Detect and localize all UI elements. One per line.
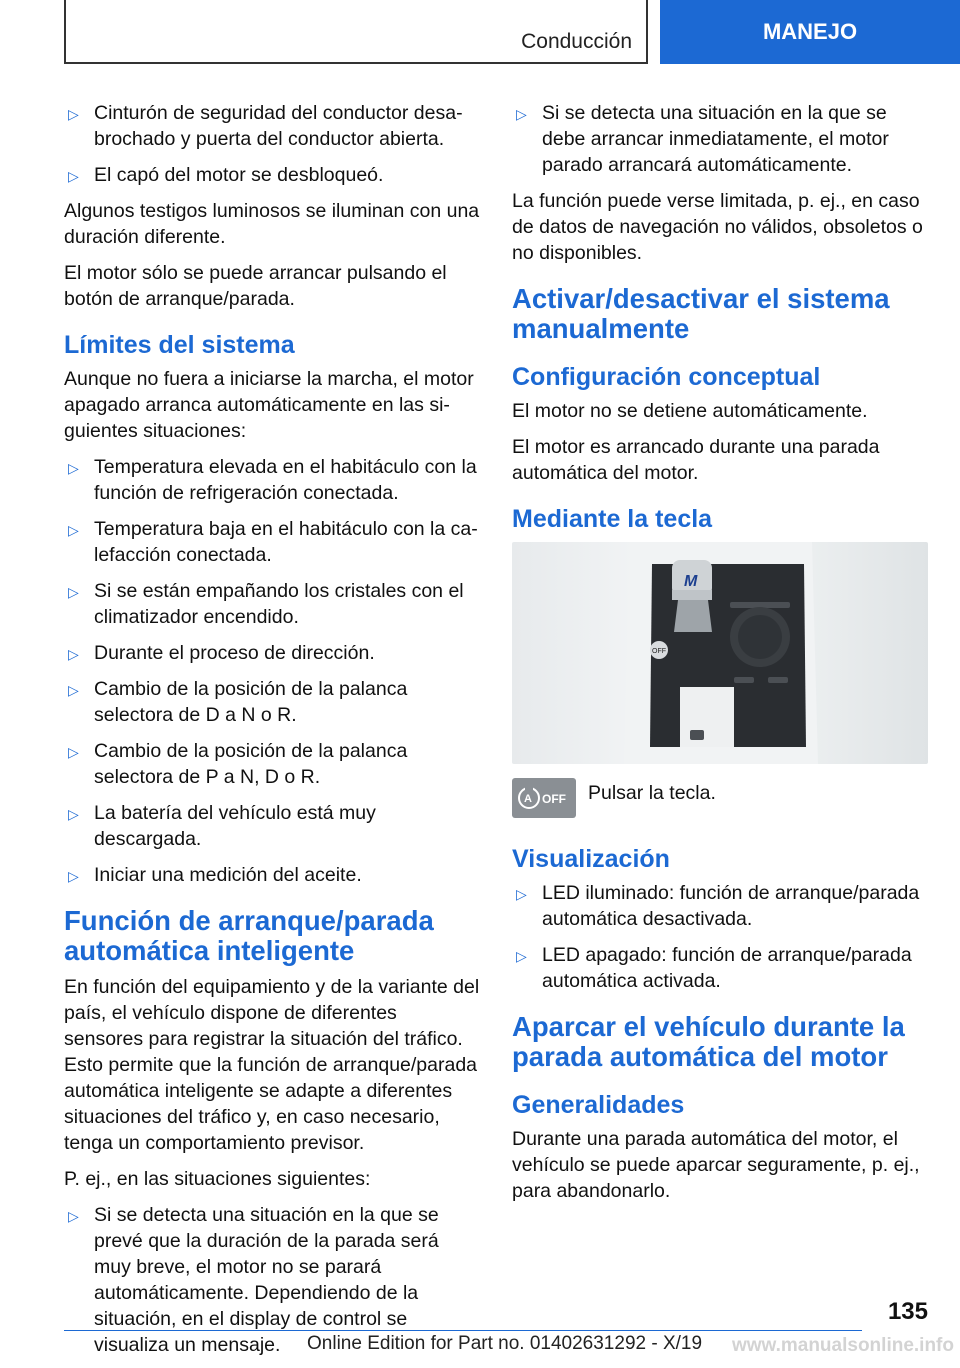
list-item: ▷ El capó del motor se desbloqueó. xyxy=(64,162,480,188)
paragraph: Algunos testigos luminosos se iluminan con una duración diferente. xyxy=(64,200,480,248)
triangle-bullet-icon: ▷ xyxy=(68,168,79,184)
press-instruction: Pulsar la tecla. xyxy=(588,782,716,804)
button-instruction xyxy=(512,778,928,818)
heading-general: Generalidades xyxy=(512,1091,685,1119)
list-item: ▷ Durante el proceso de dirección. xyxy=(64,640,480,666)
watermark: www.manualsonline.info xyxy=(731,1335,954,1356)
list-item: ▷ Cinturón de seguridad del conductor desabrochado y puerta del conductor abierta. xyxy=(68,102,463,150)
triangle-bullet-icon: ▷ xyxy=(68,584,79,600)
heading-tecla: Mediante la tecla xyxy=(512,505,713,533)
heading-activar: Activar/desactivar el sistema manualmente xyxy=(512,283,890,344)
triangle-bullet-icon: ▷ xyxy=(516,886,527,902)
left-bullets-limites xyxy=(64,454,480,888)
paragraph: Aunque no fuera a iniciarse la marcha, el motor apagado arranca automáticamente en las siguientes situaciones: xyxy=(64,368,474,442)
center-console-photo xyxy=(512,542,928,764)
header-section-title: Conducción xyxy=(521,30,632,53)
list-item: ▷ Temperatura baja en el habitáculo con la calefacción conectada. xyxy=(68,518,478,566)
paragraph: El motor no se detiene automáticamente. xyxy=(512,400,868,422)
left-column xyxy=(64,100,480,1368)
triangle-bullet-icon: ▷ xyxy=(68,522,79,538)
triangle-bullet-icon: ▷ xyxy=(68,1208,79,1224)
list-item: ▷ Cambio de la posición de la palanca selectora de P a N, D o R. xyxy=(68,740,408,788)
svg-text:A: A xyxy=(524,793,532,805)
list-item: ▷ Temperatura elevada en el habitáculo con la función de refrigeración conectada. xyxy=(68,456,477,504)
triangle-bullet-icon: ▷ xyxy=(68,744,79,760)
left-bullets-top xyxy=(64,100,480,188)
triangle-bullet-icon: ▷ xyxy=(68,682,79,698)
page-number: 135 xyxy=(887,1298,928,1325)
right-column xyxy=(512,100,928,1214)
auto-start-stop-off-icon xyxy=(512,778,576,818)
m-logo: M xyxy=(684,573,698,590)
auto-off-label: OFF xyxy=(652,648,666,655)
svg-text:OFF: OFF xyxy=(542,792,566,806)
triangle-bullet-icon: ▷ xyxy=(68,806,79,822)
list-item: ▷ Iniciar una medición del aceite. xyxy=(64,862,480,888)
right-bullets-top xyxy=(512,100,928,178)
triangle-bullet-icon: ▷ xyxy=(68,106,79,122)
heading-limites: Límites del sistema xyxy=(64,331,295,359)
heading-funcion: Función de arranque/parada automática inteligente xyxy=(64,905,434,966)
header-tab: MANEJO xyxy=(660,0,960,64)
triangle-bullet-icon: ▷ xyxy=(68,646,79,662)
heading-config: Configuración conceptual xyxy=(512,363,821,391)
triangle-bullet-icon: ▷ xyxy=(516,948,527,964)
paragraph: El motor es arrancado durante una parada automática del motor. xyxy=(512,436,880,484)
list-item: ▷ La batería del vehículo está muy descargada. xyxy=(68,802,376,850)
list-item: ▷ Si se detecta una situación en la que se debe arrancar inmediatamente, el motor parado arrancará automáticamente. xyxy=(516,102,889,176)
paragraph: En función del equipamiento y de la variante del país, el vehículo dispone de diferentes sensores para registrar la situación del tráfico. Esto permite que la función de arranque/parada automática inteligente se adapte a diferentes situaciones del tráfico y, en caso necesario, tenga un comportamiento previsor. xyxy=(64,976,480,1154)
list-item: ▷ Si se detecta una situación en la que se prevé que la duración de la parada será muy breve, el motor no se parará automáticamente. Dependiendo de la situación, en el display de control se visualiza un mensaje. xyxy=(68,1204,439,1356)
triangle-bullet-icon: ▷ xyxy=(68,868,79,884)
paragraph: La función puede verse limitada, p. ej., en caso de datos de navegación no válidos, obsoletos o no disponibles. xyxy=(512,190,923,264)
triangle-bullet-icon: ▷ xyxy=(68,460,79,476)
paragraph: P. ej., en las situaciones siguientes: xyxy=(64,1168,371,1190)
footer-edition: Online Edition for Part no. 01402631292 - X/19 xyxy=(307,1333,703,1354)
list-item: ▷ LED iluminado: función de arranque/parada automática desactivada. xyxy=(516,882,920,930)
center-console-illustration xyxy=(512,542,928,764)
paragraph: El motor sólo se puede arrancar pulsando el botón de arranque/parada. xyxy=(64,262,447,310)
list-item: ▷ Cambio de la posición de la palanca selectora de D a N o R. xyxy=(68,678,408,726)
heading-aparcar: Aparcar el vehículo durante la parada automática del motor xyxy=(512,1011,905,1072)
paragraph: Durante una parada automática del motor, el vehículo se puede aparcar seguramente, p. ej., para abandonarlo. xyxy=(512,1128,920,1202)
list-item: ▷ Si se están empañando los cristales con el climatizador encendido. xyxy=(68,580,464,628)
heading-visual: Visualización xyxy=(512,845,670,873)
footer-divider xyxy=(64,1330,862,1331)
right-bullets-visual xyxy=(512,880,928,994)
header-left-box xyxy=(64,0,648,64)
triangle-bullet-icon: ▷ xyxy=(516,106,527,122)
list-item: ▷ LED apagado: función de arranque/parada automática activada. xyxy=(516,944,912,992)
